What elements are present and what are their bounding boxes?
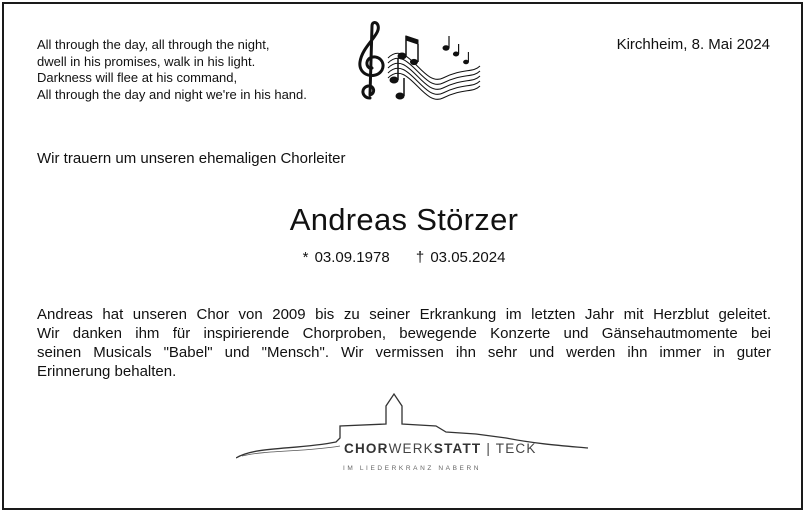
logo-word-werk: WERK	[388, 441, 434, 456]
poem-line: All through the day and night we're in his hand.	[37, 86, 307, 102]
poem-line: dwell in his promises, walk in his light.	[37, 53, 256, 69]
logo-wordmark	[344, 441, 537, 456]
body-line: Erinnerung behalten.	[37, 363, 177, 380]
treble-clef-music-notes-icon	[348, 18, 488, 113]
logo-word-statt: STATT	[433, 441, 482, 456]
body-line: Wir danken ihm für inspirierende Chorproben, bewegende Konzerte und Gänsehautmomente bei	[37, 325, 771, 342]
place-date: Kirchheim, 8. Mai 2024	[616, 36, 770, 53]
body-line: Andreas hat unseren Chor von 2009 bis zu seiner Erkrankung im letzten Jahr mit Herzblut geleitet.	[37, 306, 771, 323]
logo-divider: |	[481, 441, 496, 456]
deceased-name: Andreas Störzer	[289, 202, 519, 237]
logo-subtitle: IM LIEDERKRANZ NABERN	[343, 465, 482, 472]
logo-word-chor: CHOR	[344, 441, 389, 456]
body-line: seinen Musicals "Babel" und "Mensch". Wir vermissen ihn sehr und werden ihn immer in guter	[37, 344, 771, 361]
life-dates	[0, 249, 808, 266]
body-text	[37, 305, 771, 381]
birth-date: * 03.09.1978	[302, 249, 390, 266]
poem-line: All through the day, all through the night,	[37, 37, 270, 52]
poem	[37, 37, 307, 103]
poem-line: Darkness will flee at his command,	[37, 70, 238, 85]
logo-word-teck: TECK	[495, 441, 537, 456]
intro-text: Wir trauern um unseren ehemaligen Chorleiter	[37, 150, 346, 167]
death-date: † 03.05.2024	[415, 249, 506, 266]
